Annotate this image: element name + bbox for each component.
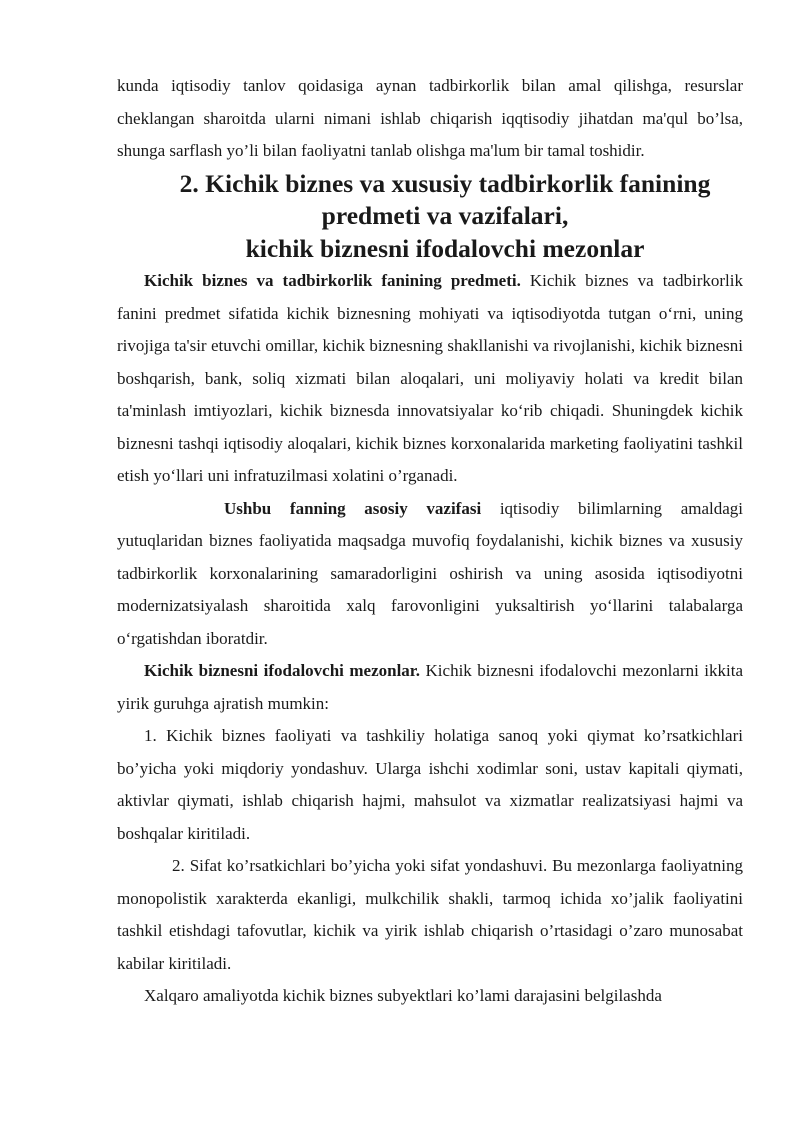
section-heading-line-1: 2. Kichik biznes va xususiy tadbirkorlik fanining predmeti va vazifalari, bbox=[179, 168, 711, 230]
subject-text: Kichik biznes va tadbirkorlik fanini predmet sifatida kichik biznesning mohiyati va iqtisodiyotda tutgan o‘rni, uning rivojiga ta'sir etuvchi omillar, kichik biznesning shakllanishi va rivojlanishi, kichik biznesni boshqarish, bank, soliq xizmati bilan aloqalari, uni moliyaviy holati va kredit bilan ta'minlash imtiyozlari, kichik biznesda innovatsiyalar ko‘rib chiqadi. Shuningdek kichik biznesni tashqi iqtisodiy aloqalari, kichik biznes korxonalarida marketing faoliyatini tashkil etish yo‘llari uni infratuzilmasi xolatini o’rganadi. bbox=[117, 271, 743, 485]
subject-label: Kichik biznes va tadbirkorlik fanining predmeti. bbox=[144, 271, 521, 290]
criteria-paragraph bbox=[117, 655, 743, 720]
task-paragraph bbox=[117, 493, 743, 656]
section-heading-line-2: kichik biznesni ifodalovchi mezonlar bbox=[245, 233, 645, 263]
intro-paragraph: kunda iqtisodiy tanlov qoidasiga aynan tadbirkorlik bilan amal qilishga, resurslar cheklangan sharoitda ularni nimani ishlab chiqarish iqqtisodiy jihatdan ma'qul bo’lsa, shunga sarflash yo’li bilan faoliyatni tanlab olishga ma'lum bir tamal toshidir. bbox=[117, 76, 743, 160]
criteria-item-1: 1. Kichik biznes faoliyati va tashkiliy holatiga sanoq yoki qiymat ko’rsatkichlari bo’yicha yoki miqdoriy yondashuv. Ularga ishchi xodimlar soni, ustav kapitali qiymati, aktivlar qiymati, ishlab chiqarish hajmi, mahsulot va xizmatlar realizatsiyasi hajmi va boshqalar kiritiladi. bbox=[117, 726, 743, 843]
task-label: Ushbu fanning asosiy vazifasi bbox=[224, 498, 482, 518]
section-heading bbox=[117, 168, 743, 266]
closing-paragraph: Xalqaro amaliyotda kichik biznes subyektlari ko’lami darajasini belgilashda bbox=[144, 986, 662, 1005]
subject-paragraph bbox=[117, 265, 743, 493]
task-text: iqtisodiy bilimlarning amaldagi yutuqlaridan biznes faoliyatida maqsadga muvofiq foydalanishi, kichik biznes va xususiy tadbirkorlik korxonalarining samaradorligini oshirish va uning asosida iqtisodiyotni modernizatsiyalash sharoitida xalq farovonligini yuksaltirish yo‘llarini talabalarga o‘rgatishdan iboratdir. bbox=[117, 498, 744, 648]
criteria-label: Kichik biznesni ifodalovchi mezonlar. bbox=[144, 661, 421, 680]
criteria-item-2: 2. Sifat ko’rsatkichlari bo’yicha yoki sifat yondashuvi. Bu mezonlarga faoliyatning monopolistik xarakterda ekanligi, mulkchilik shakli, tarmoq ichida xo’jalik faoliyatini tashkil etishdagi tafovutlar, kichik va yirik ishlab chiqarish o’rtasidagi o’zaro munosabat kabilar kiritiladi. bbox=[117, 856, 743, 973]
criteria-text: Kichik biznesni ifodalovchi mezonlarni ikkita yirik guruhga ajratish mumkin: bbox=[117, 661, 743, 713]
document-page bbox=[117, 70, 743, 1013]
